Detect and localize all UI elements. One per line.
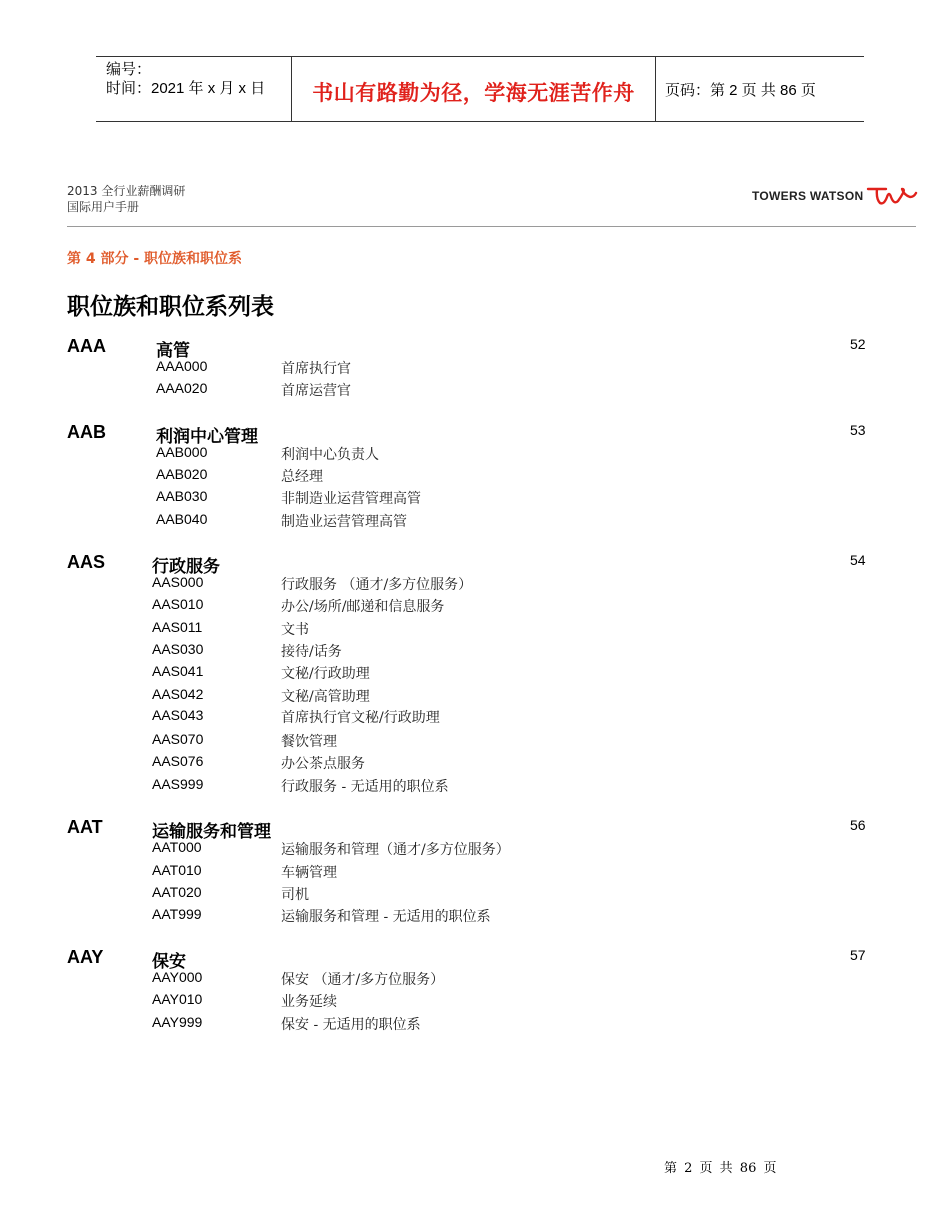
job-code: AAY999 bbox=[152, 1014, 203, 1030]
list-item bbox=[0, 862, 950, 884]
header-page-label: 页码：第 2 页 共 86 页 bbox=[665, 82, 816, 99]
job-title: 运输服务和管理 - 无适用的职位系 bbox=[281, 909, 491, 925]
job-code: AAY010 bbox=[152, 991, 203, 1007]
job-code: AAT010 bbox=[152, 862, 202, 878]
job-title: 非制造业运营管理高管 bbox=[281, 491, 421, 507]
towers-watson-logo bbox=[752, 185, 918, 207]
list-item bbox=[0, 991, 950, 1013]
header-rule bbox=[67, 226, 916, 227]
list-item bbox=[0, 488, 950, 510]
job-code: AAS042 bbox=[152, 686, 204, 702]
motto: 书山有路勤为径，学海无涯苦作舟 bbox=[312, 81, 635, 105]
header-divider bbox=[655, 57, 656, 121]
family-code: AAS bbox=[67, 552, 106, 572]
family-code: AAT bbox=[67, 817, 103, 837]
list-item bbox=[0, 511, 950, 533]
list-item bbox=[0, 731, 950, 753]
job-title: 文书 bbox=[281, 622, 309, 638]
job-code: AAS041 bbox=[152, 663, 204, 679]
survey-title: 2013 全行业薪酬调研 bbox=[67, 184, 186, 198]
list-item bbox=[0, 641, 950, 663]
list-item bbox=[0, 444, 950, 466]
list-item bbox=[0, 839, 950, 861]
job-code: AAS010 bbox=[152, 596, 204, 612]
family-page-number: 54 bbox=[850, 552, 866, 568]
list-item bbox=[0, 619, 950, 641]
family-page-number: 57 bbox=[850, 947, 866, 963]
page-title: 职位族和职位系列表 bbox=[67, 294, 274, 320]
job-title: 保安 - 无适用的职位系 bbox=[281, 1017, 421, 1033]
job-title: 餐饮管理 bbox=[281, 734, 337, 750]
list-item bbox=[0, 380, 950, 402]
job-title: 办公茶点服务 bbox=[281, 756, 365, 772]
job-code: AAS070 bbox=[152, 731, 204, 747]
job-code: AAS000 bbox=[152, 574, 204, 590]
job-code: AAS043 bbox=[152, 707, 204, 723]
job-title: 首席执行官 bbox=[281, 361, 351, 377]
job-code: AAB030 bbox=[156, 488, 208, 504]
job-code: AAS999 bbox=[152, 776, 204, 792]
document-subtitle bbox=[67, 183, 185, 215]
job-title: 文秘/行政助理 bbox=[281, 666, 370, 682]
tw-mark-icon bbox=[866, 185, 918, 207]
list-item bbox=[0, 663, 950, 685]
job-code: AAS076 bbox=[152, 753, 204, 769]
family-name: 保安 bbox=[152, 952, 186, 972]
family-code: AAY bbox=[67, 947, 104, 967]
family-page-number: 52 bbox=[850, 336, 866, 352]
job-title: 制造业运营管理高管 bbox=[281, 514, 407, 530]
job-title: 办公/场所/邮递和信息服务 bbox=[281, 599, 445, 615]
list-item bbox=[0, 596, 950, 618]
job-title: 文秘/高管助理 bbox=[281, 689, 370, 705]
job-title: 首席执行官文秘/行政助理 bbox=[281, 710, 440, 726]
list-item bbox=[0, 969, 950, 991]
job-code: AAB040 bbox=[156, 511, 208, 527]
header-meta bbox=[106, 60, 265, 98]
family-code: AAB bbox=[67, 422, 106, 442]
list-item bbox=[0, 574, 950, 596]
job-code: AAT020 bbox=[152, 884, 202, 900]
family-page-number: 56 bbox=[850, 817, 866, 833]
header-table bbox=[96, 56, 864, 122]
job-title: 司机 bbox=[281, 887, 309, 903]
job-code: AAS030 bbox=[152, 641, 204, 657]
logo-text: TOWERS WATSON bbox=[752, 189, 864, 203]
list-item bbox=[0, 707, 950, 729]
job-title: 运输服务和管理（通才/多方位服务） bbox=[281, 842, 510, 858]
job-title: 首席运营官 bbox=[281, 383, 351, 399]
time-label: 时间：2021 年 x 月 x 日 bbox=[106, 80, 266, 97]
job-title: 接待/话务 bbox=[281, 644, 342, 660]
family-name: 运输服务和管理 bbox=[152, 822, 271, 842]
job-title: 车辆管理 bbox=[281, 865, 337, 881]
list-item bbox=[0, 884, 950, 906]
manual-title: 国际用户手册 bbox=[67, 200, 140, 214]
job-title: 行政服务 - 无适用的职位系 bbox=[281, 779, 449, 795]
job-title: 业务延续 bbox=[281, 994, 337, 1010]
job-title: 保安 （通才/多方位服务） bbox=[281, 972, 445, 988]
job-title: 行政服务 （通才/多方位服务） bbox=[281, 577, 473, 593]
job-code: AAA000 bbox=[156, 358, 208, 374]
number-label: 编号： bbox=[106, 61, 152, 78]
job-code: AAB000 bbox=[156, 444, 208, 460]
list-item bbox=[0, 358, 950, 380]
family-name: 利润中心管理 bbox=[156, 427, 258, 447]
job-code: AAB020 bbox=[156, 466, 208, 482]
family-name: 行政服务 bbox=[152, 557, 220, 577]
job-code: AAA020 bbox=[156, 380, 208, 396]
job-title: 利润中心负责人 bbox=[281, 447, 379, 463]
job-code: AAT000 bbox=[152, 839, 202, 855]
list-item bbox=[0, 466, 950, 488]
job-code: AAY000 bbox=[152, 969, 203, 985]
list-item bbox=[0, 753, 950, 775]
job-code: AAT999 bbox=[152, 906, 202, 922]
family-page-number: 53 bbox=[850, 422, 866, 438]
list-item bbox=[0, 776, 950, 798]
part-label: 第 4 部分 - 职位族和职位系 bbox=[67, 251, 243, 267]
footer-page-number: 第 2 页 共 86 页 bbox=[664, 1161, 777, 1176]
job-title: 总经理 bbox=[281, 469, 323, 485]
list-item bbox=[0, 906, 950, 928]
list-item bbox=[0, 686, 950, 708]
list-item bbox=[0, 1014, 950, 1036]
family-name: 高管 bbox=[156, 341, 190, 361]
family-code: AAA bbox=[67, 336, 106, 356]
job-code: AAS011 bbox=[152, 619, 203, 635]
